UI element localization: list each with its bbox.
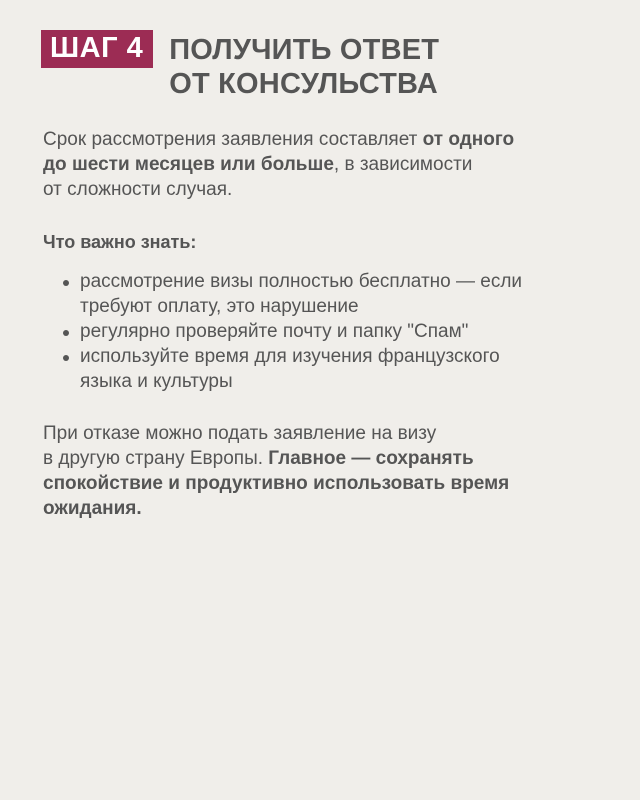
step-title-line-1: ПОЛУЧИТЬ ОТВЕТ [169, 34, 440, 66]
intro-emphasis: от одного [422, 129, 515, 150]
content [43, 127, 603, 521]
closing-paragraph [43, 421, 603, 521]
list-item-line: рассмотрение визы полностью бесплатно — если [80, 271, 523, 292]
intro-paragraph [43, 127, 603, 202]
list-item-line: требуют оплату, это нарушение [80, 296, 359, 317]
step-badge: ШАГ 4 [41, 30, 153, 68]
closing-emphasis: спокойствие и продуктивно использовать время [43, 473, 510, 494]
closing-line-4 [43, 496, 603, 521]
closing-emphasis: ожидания. [43, 498, 142, 519]
tips-list [43, 269, 603, 394]
list-item-line: используйте время для изучения французского [80, 346, 500, 367]
intro-line-3: от сложности случая. [43, 179, 233, 200]
list-item-line: языка и культуры [80, 371, 233, 392]
intro-text: Срок рассмотрения заявления составляет [43, 129, 423, 150]
subheading: Что важно знать: [43, 232, 197, 252]
intro-line-2 [43, 152, 603, 177]
intro-text: , в зависимости [333, 154, 473, 175]
closing-text: в другую страну Европы. [43, 448, 269, 469]
closing-emphasis: Главное — сохранять [268, 448, 474, 469]
list-item [43, 319, 603, 344]
step-title-line-2: ОТ КОНСУЛЬСТВА [169, 68, 438, 100]
closing-line-2 [43, 446, 603, 471]
list-item [43, 269, 603, 319]
closing-line-1: При отказе можно подать заявление на визу [43, 423, 437, 444]
intro-line-1 [43, 127, 603, 152]
closing-line-3 [43, 471, 603, 496]
list-item-line: регулярно проверяйте почту и папку "Спам" [80, 321, 469, 342]
intro-emphasis: до шести месяцев или больше [43, 154, 334, 175]
list-item [43, 344, 603, 394]
step-header [41, 30, 439, 101]
step-title [169, 33, 439, 101]
